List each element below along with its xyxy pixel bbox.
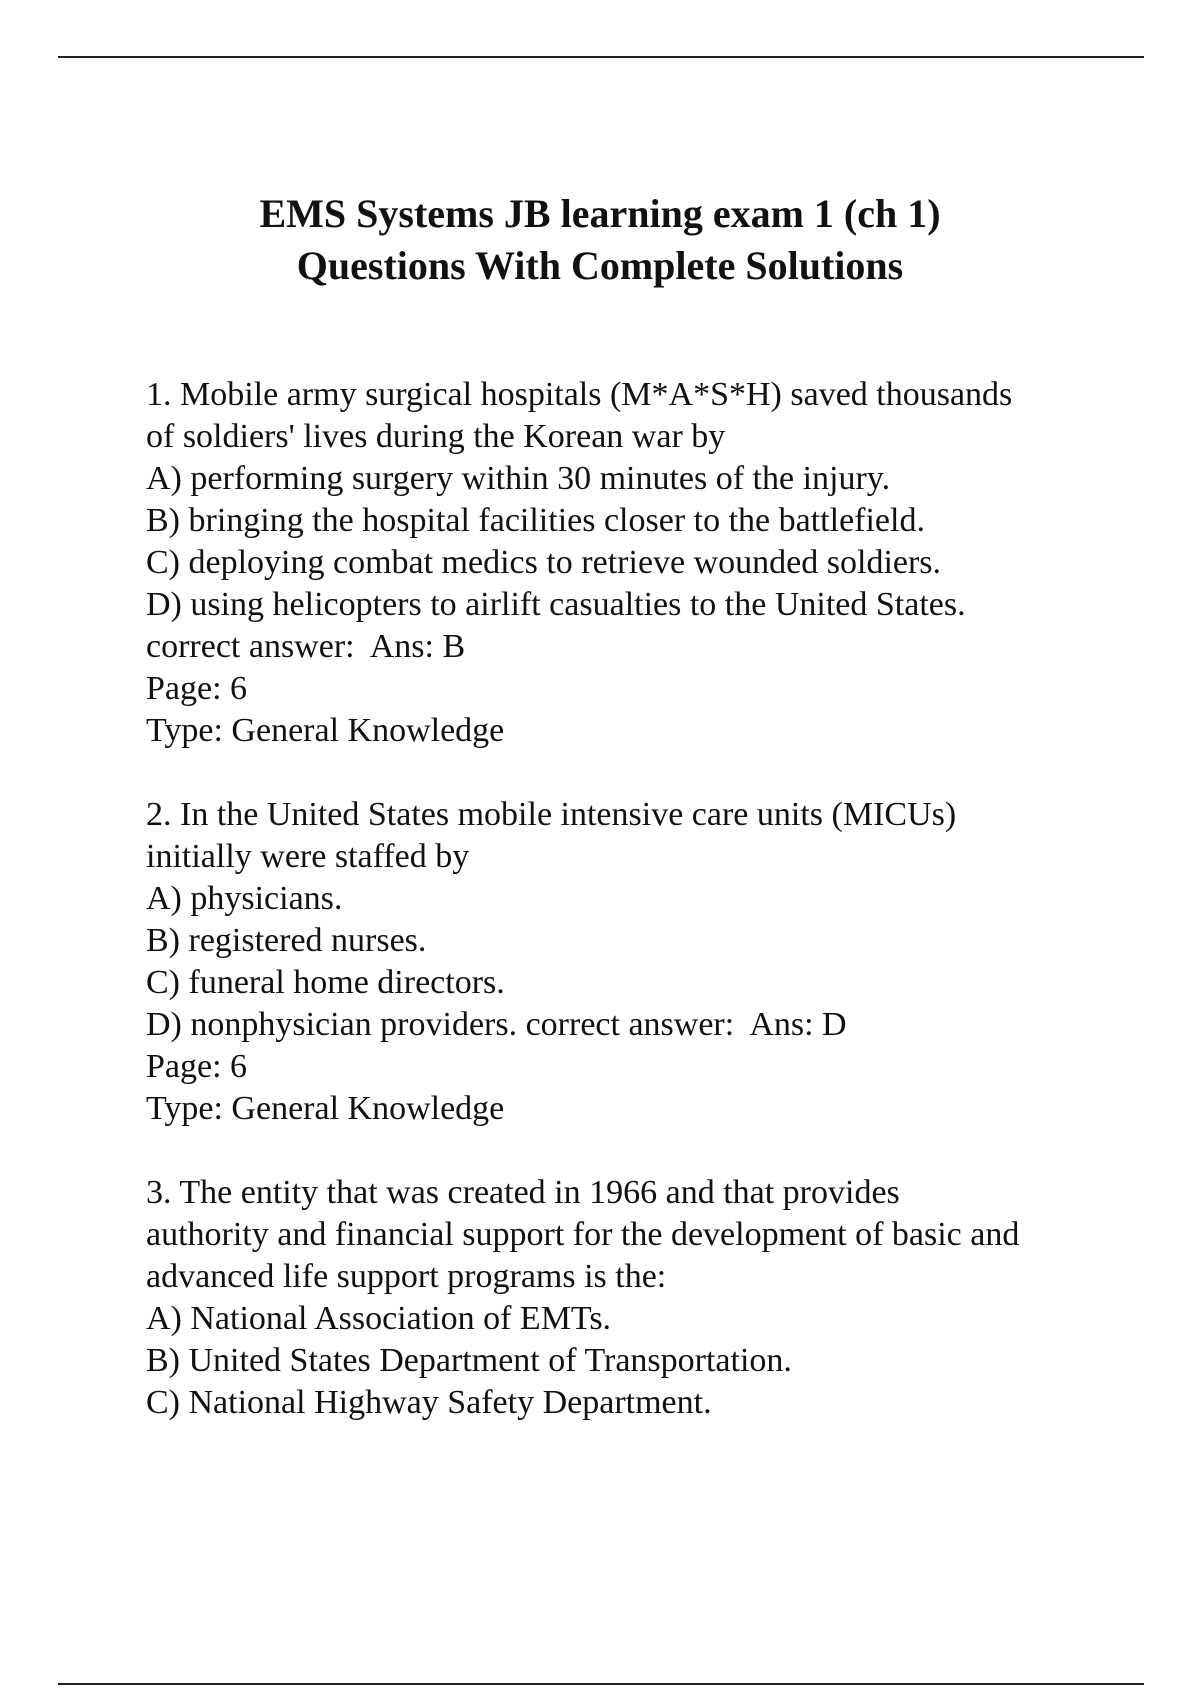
question-1-answer: correct answer: Ans: B xyxy=(146,628,466,665)
question-1 xyxy=(146,374,1146,752)
question-3-option-a: A) National Association of EMTs. xyxy=(146,1300,612,1337)
question-3 xyxy=(146,1172,1146,1424)
question-list xyxy=(146,374,1146,1424)
title-line-1: EMS Systems JB learning exam 1 (ch 1) xyxy=(259,191,941,236)
question-2-stem: 2. In the United States mobile intensive care units (MICUs) xyxy=(146,796,957,833)
question-2-option-d-answer: D) nonphysician providers. correct answer: Ans: D xyxy=(146,1006,847,1043)
question-1-option-b: B) bringing the hospital facilities closer to the battlefield. xyxy=(146,502,925,539)
question-1-option-c: C) deploying combat medics to retrieve wounded soldiers. xyxy=(146,544,942,581)
question-2-type: Type: General Knowledge xyxy=(146,1090,505,1127)
question-spacer xyxy=(146,752,1146,794)
question-1-option-a: A) performing surgery within 30 minutes of the injury. xyxy=(146,460,891,497)
title-line-2: Questions With Complete Solutions xyxy=(296,243,904,288)
question-1-page: Page: 6 xyxy=(146,670,248,707)
question-1-option-d: D) using helicopters to airlift casualties to the United States. xyxy=(146,586,966,623)
question-2-option-b: B) registered nurses. xyxy=(146,922,427,959)
question-1-stem-cont: of soldiers' lives during the Korean war by xyxy=(146,418,726,455)
question-3-stem: 3. The entity that was created in 1966 and that provides xyxy=(146,1174,900,1211)
question-2-stem-cont: initially were staffed by xyxy=(146,838,470,875)
bottom-divider xyxy=(58,1683,1144,1685)
document-title xyxy=(0,188,1200,292)
question-2-option-c: C) funeral home directors. xyxy=(146,964,505,1001)
top-divider xyxy=(58,56,1144,58)
question-3-stem-end: advanced life support programs is the: xyxy=(146,1258,667,1295)
question-2-page: Page: 6 xyxy=(146,1048,248,1085)
question-3-option-b: B) United States Department of Transportation. xyxy=(146,1342,792,1379)
question-spacer xyxy=(146,1130,1146,1172)
question-2-option-a: A) physicians. xyxy=(146,880,343,917)
question-1-type: Type: General Knowledge xyxy=(146,712,505,749)
question-3-stem-cont: authority and financial support for the development of basic and xyxy=(146,1216,1020,1253)
question-3-option-c: C) National Highway Safety Department. xyxy=(146,1384,712,1421)
question-2 xyxy=(146,794,1146,1130)
question-1-stem: 1. Mobile army surgical hospitals (M*A*S*H) saved thousands xyxy=(146,376,1013,413)
